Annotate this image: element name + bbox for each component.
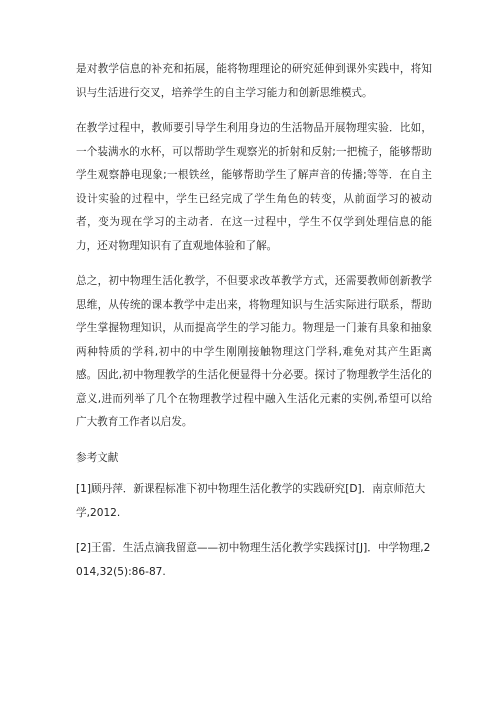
references-heading: 参考文献 (76, 451, 119, 464)
reference-item-1: [1]顾丹萍．新课程标准下初中物理生活化教学的实践研究[D]．南京师范大学,2012. (76, 483, 426, 519)
document-page (76, 58, 432, 596)
body-paragraph-1: 是对教学信息的补充和拓展，能将物理理论的研究延伸到课外实践中，将知识与生活进行交叉，培养学生的自主学习能力和创新思维模式。 (76, 63, 432, 99)
reference-item-2: [2]王雷．生活点滴我留意——初中物理生活化教学实践探讨[J]．中学物理,2014,32(5):86-87. (76, 542, 431, 578)
body-paragraph-3: 总之，初中物理生活化教学，不但要求改革教学方式，还需要教师创新教学思维，从传统的课本教学中走出来，将物理知识与生活实际进行联系，帮助学生掌握物理知识，从而提高学生的学习能力。物理是一门兼有具象和抽象两种特质的学科,初中的中学生刚刚接触物理这门学科,难免对其产生距离感。因此,初中物理教学的生活化便显得十分必要。探讨了物理教学生活化的意义,进而列举了几个在物理教学过程中融入生活化元素的实例,希望可以给广大教育工作者以启发。 (76, 275, 432, 428)
body-paragraph-2: 在教学过程中，教师要引导学生利用身边的生活物品开展物理实验．比如，一个装满水的水杯，可以帮助学生观察光的折射和反射;一把梳子，能够帮助学生观察静电现象;一根铁丝，能够帮助学生了解声音的传播;等等．在自主设计实验的过程中，学生已经完成了学生角色的转变，从前面学习的被动者，变为现在学习的主动者．在这一过程中，学生不仅学到处理信息的能力，还对物理知识有了直观地体验和了解。 (76, 122, 432, 252)
